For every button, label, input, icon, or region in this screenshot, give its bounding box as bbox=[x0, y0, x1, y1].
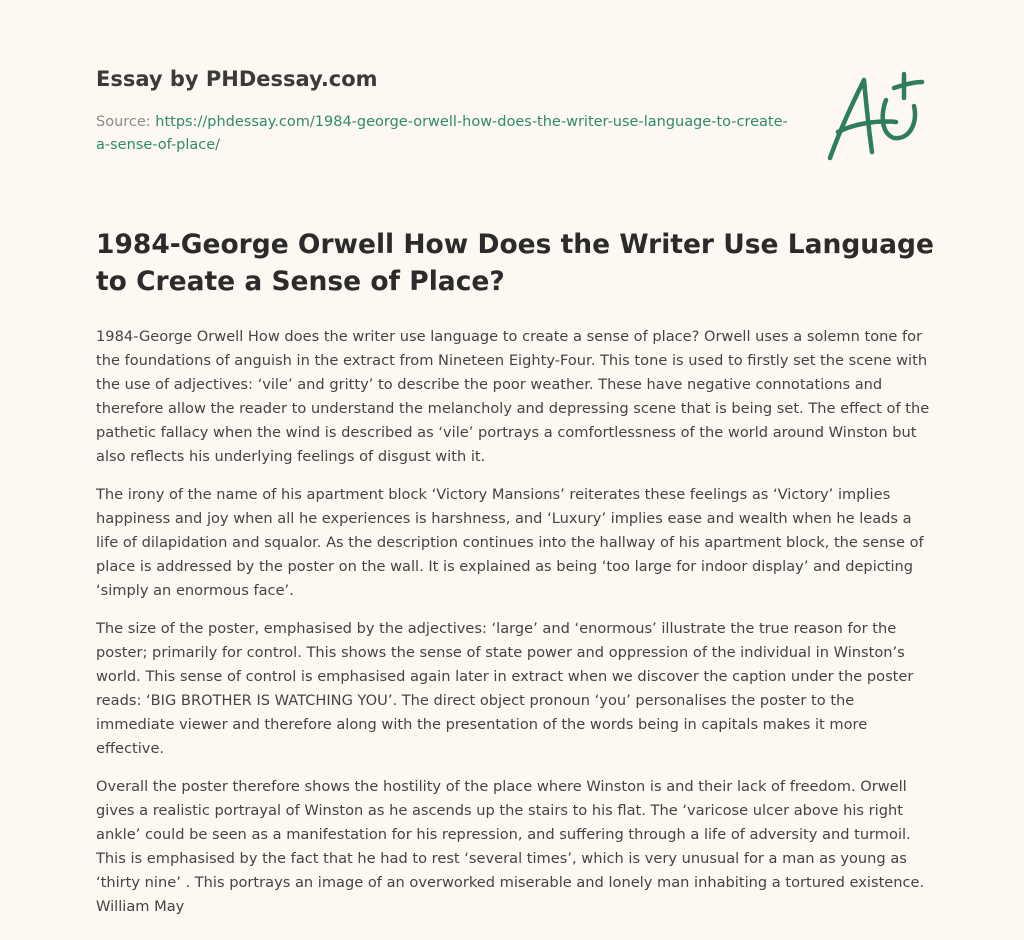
essay-paragraph: The size of the poster, emphasised by the adjectives: ‘large’ and ‘enormous’ illustrate the true reason for the poster; primarily for control. This shows the sense of state power and oppression of the individual in Winston’s world. This sense of control is emphasised again later in extract when we discover the caption under the poster reads: ‘BIG BROTHER IS WATCHING YOU’. The direct object pronoun ‘you’ personalises the poster to the immediate viewer and therefore along with the presentation of the words being in capitals makes it more effective. bbox=[96, 620, 914, 757]
essay-paragraph: Overall the poster therefore shows the hostility of the place where Winston is and their lack of freedom. Orwell gives a realistic portrayal of Winston as he ascends up the stairs to his flat. The ‘varicose ulcer above his right ankle’ could be seen as a manifestation for his repression, and suffering through a life of adversity and turmoil. This is emphasised by the fact that he had to rest ‘several times’, which is very unusual for a man as young as ‘thirty nine’ . This portrays an image of an overworked miserable and lonely man inhabiting a tortured existence. William May bbox=[96, 778, 925, 915]
source-line bbox=[96, 111, 796, 157]
source-link[interactable]: https://phdessay.com/1984-george-orwell-how-does-the-writer-use-language-to-create-a-sense-of-place/ bbox=[96, 114, 788, 153]
essay-body bbox=[96, 325, 932, 933]
site-title: Essay by PHDessay.com bbox=[96, 67, 378, 91]
essay-paragraph: The irony of the name of his apartment block ‘Victory Mansions’ reiterates these feelings as ‘Victory’ implies happiness and joy when all he experiences is harshness, and ‘Luxury’ implies ease and wealth when he leads a life of dilapidation and squalor. As the description continues into the hallway of his apartment block, the sense of place is addressed by the poster on the wall. It is explained as being ‘too large for indoor display’ and depicting ‘simply an enormous face’. bbox=[96, 486, 924, 599]
source-label: Source: bbox=[96, 114, 151, 130]
essay-title: 1984-George Orwell How Does the Writer Use Language to Create a Sense of Place? bbox=[96, 229, 934, 297]
page-header bbox=[96, 64, 796, 157]
essay-paragraph: 1984-George Orwell How does the writer use language to create a sense of place? Orwell uses a solemn tone for the foundations of anguish in the extract from Nineteen Eighty-Four. This tone is used to firstly set the scene with the use of adjectives: ‘vile’ and gritty’ to describe the poor weather. These have negative connotations and therefore allow the reader to understand the melancholy and depressing scene that is being set. The effect of the pathetic fallacy when the wind is described as ‘vile’ portrays a comfortlessness of the world around Winston but also reflects his underlying feelings of disgust with it. bbox=[96, 328, 930, 465]
a-plus-grade-logo-icon bbox=[820, 66, 930, 166]
